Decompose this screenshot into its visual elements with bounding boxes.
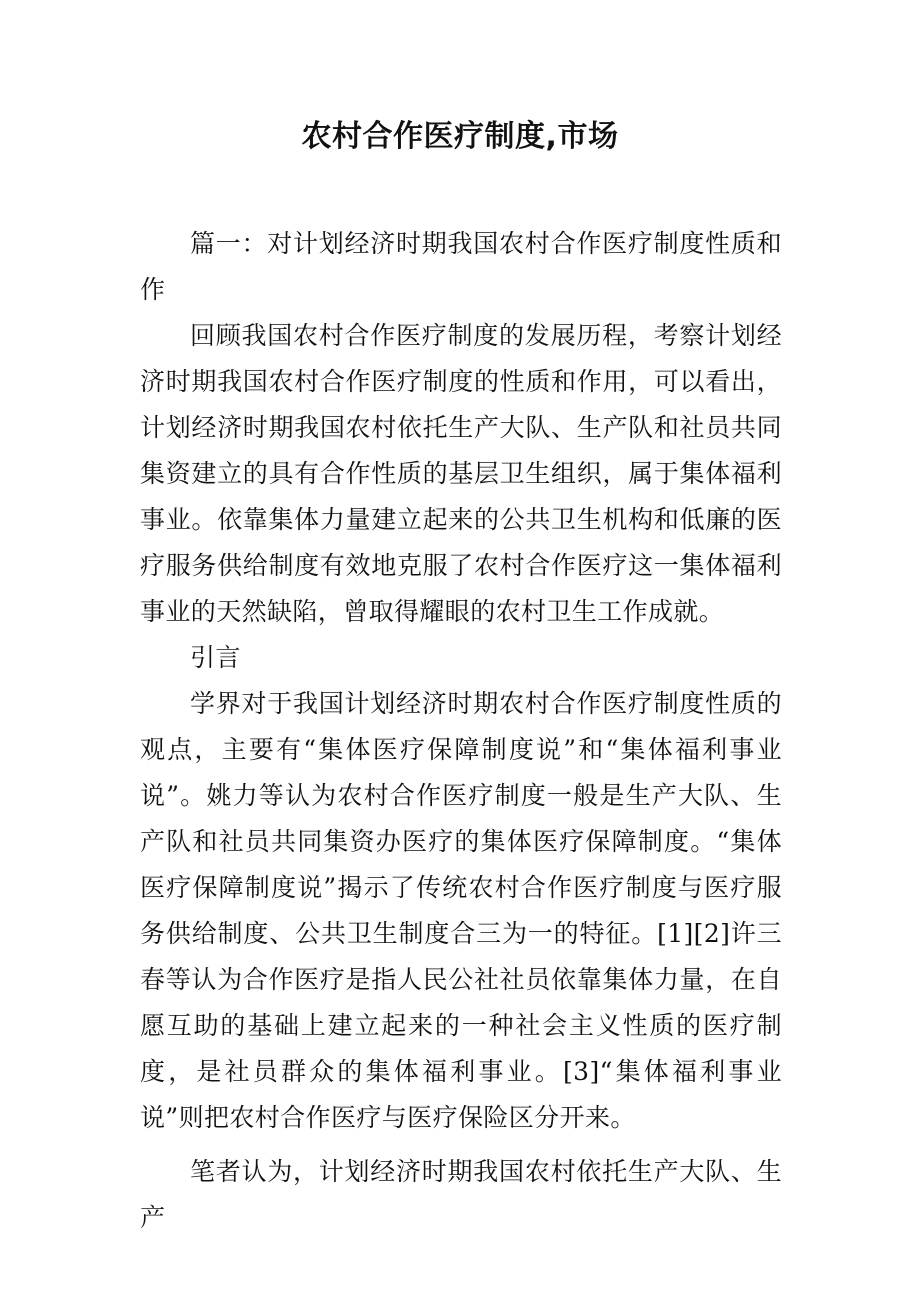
document-title: 农村合作医疗制度,市场 <box>301 119 619 154</box>
abstract-paragraph: 回顾我国农村合作医疗制度的发展历程，考察计划经济时期我国农村合作医疗制度的性质和作用，可以看出，计划经济时期我国农村依托生产大队、生产队和社员共同集资建立的具有合作性质的基层卫生组织，属于集体福利事业。依靠集体力量建立起来的公共卫生机构和低廉的医疗服务供给制度有效地克服了农村合作医疗这一集体福利事业的天然缺陷，曾取得耀眼的农村卫生工作成就。 <box>140 321 782 626</box>
body-paragraph: 笔者认为，计划经济时期我国农村依托生产大队、生产 <box>140 1157 782 1232</box>
introduction-heading: 引言 <box>190 643 241 672</box>
document-body <box>140 221 782 1241</box>
section-heading: 篇一：对计划经济时期我国农村合作医疗制度性质和作 <box>140 229 782 304</box>
body-paragraph: 学界对于我国计划经济时期农村合作医疗制度性质的观点，主要有“集体医疗保障制度说”和“集体福利事业说”。姚力等认为农村合作医疗制度一般是生产大队、生产队和社员共同集资办医疗的集体医疗保障制度。“集体医疗保障制度说”揭示了传统农村合作医疗制度与医疗服务供给制度、公共卫生制度合三为一的特征。[1][2]许三春等认为合作医疗是指人民公社社员依靠集体力量，在自愿互助的基础上建立起来的一种社会主义性质的医疗制度，是社员群众的集体福利事业。[3]“集体福利事业说”则把农村合作医疗与医疗保险区分开来。 <box>140 689 782 1132</box>
